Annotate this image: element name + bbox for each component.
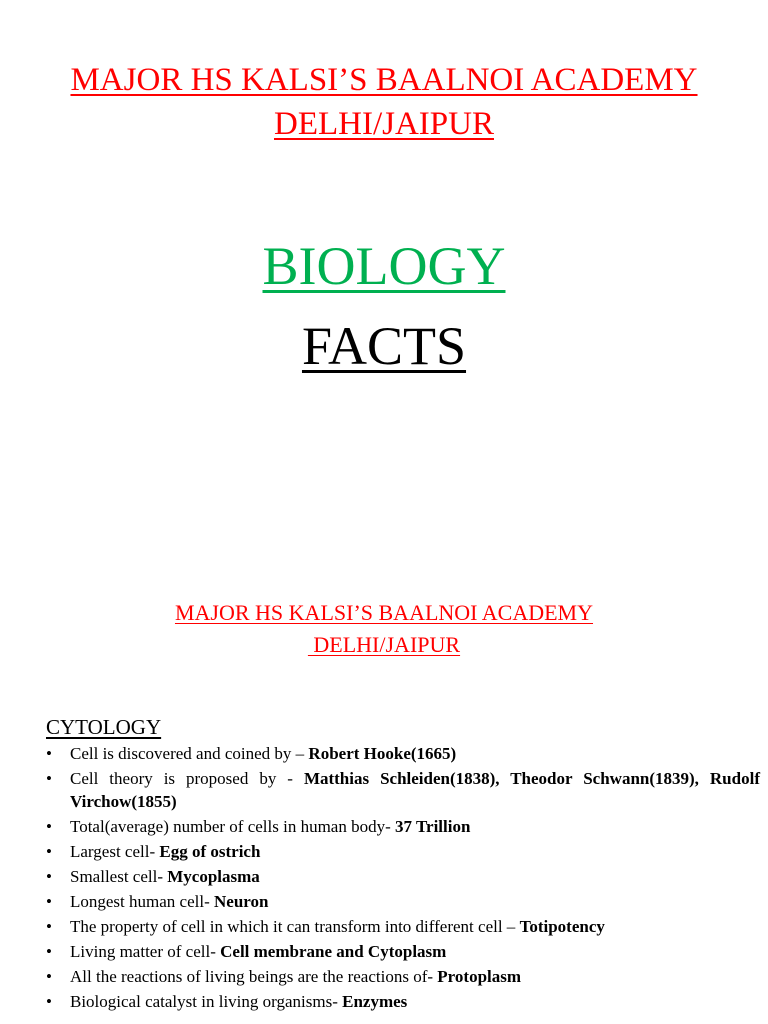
fact-text: The property of cell in which it can transform into different cell – — [70, 917, 520, 936]
bullet-icon: • — [46, 942, 52, 961]
fact-text: Largest cell- — [70, 842, 160, 861]
list-item — [46, 865, 760, 888]
bullet-icon: • — [46, 842, 52, 861]
list-item — [46, 990, 760, 1013]
list-item — [46, 767, 760, 813]
fact-text: Smallest cell- — [70, 867, 168, 886]
page2-academy-location: DELHI/JAIPUR — [307, 632, 461, 657]
fact-answer: Egg of ostrich — [159, 842, 261, 861]
facts-title: FACTS — [301, 316, 467, 376]
fact-answer: Matthias Schleiden(1838), Theodor Schwann(1839), Rudolf Virchow(1855) — [70, 769, 760, 811]
cover-academy-title — [0, 58, 768, 146]
bullet-icon: • — [46, 917, 52, 936]
fact-text: Longest human cell- — [70, 892, 214, 911]
fact-text: All the reactions of living beings are the reactions of- — [70, 967, 438, 986]
list-item — [46, 890, 760, 913]
fact-text: Biological catalyst in living organisms- — [70, 992, 343, 1011]
bullet-icon: • — [46, 892, 52, 911]
fact-text: Cell is discovered and coined by – — [70, 744, 309, 763]
bullet-icon: • — [46, 992, 52, 1011]
page2-academy-title — [0, 597, 768, 661]
fact-answer: Neuron — [214, 892, 269, 911]
fact-text: Cell theory is proposed by - — [70, 769, 304, 788]
section-heading-cytology: CYTOLOGY — [46, 715, 162, 739]
fact-text: Living matter of cell- — [70, 942, 221, 961]
fact-answer: 37 Trillion — [395, 817, 471, 836]
list-item — [46, 915, 760, 938]
fact-answer: Totipotency — [519, 917, 605, 936]
fact-answer: Cell membrane and Cytoplasm — [220, 942, 447, 961]
fact-answer: Enzymes — [342, 992, 408, 1011]
list-item — [46, 815, 760, 838]
bullet-icon: • — [46, 967, 52, 986]
fact-answer: Protoplasm — [437, 967, 522, 986]
list-item — [46, 742, 760, 765]
cover-academy-name: MAJOR HS KALSI’S BAALNOI ACADEMY — [70, 62, 698, 98]
bullet-icon: • — [46, 769, 52, 788]
facts-list — [46, 742, 760, 1015]
fact-answer: Robert Hooke(1665) — [308, 744, 457, 763]
cover-academy-location: DELHI/JAIPUR — [274, 106, 494, 142]
fact-text: Total(average) number of cells in human body- — [70, 817, 396, 836]
bullet-icon: • — [46, 744, 52, 763]
fact-answer: Mycoplasma — [167, 867, 260, 886]
list-item — [46, 940, 760, 963]
subject-title: BIOLOGY — [262, 236, 506, 296]
bullet-icon: • — [46, 867, 52, 886]
bullet-icon: • — [46, 817, 52, 836]
page2-academy-name: MAJOR HS KALSI’S BAALNOI ACADEMY — [174, 600, 594, 625]
list-item — [46, 840, 760, 863]
list-item — [46, 965, 760, 988]
